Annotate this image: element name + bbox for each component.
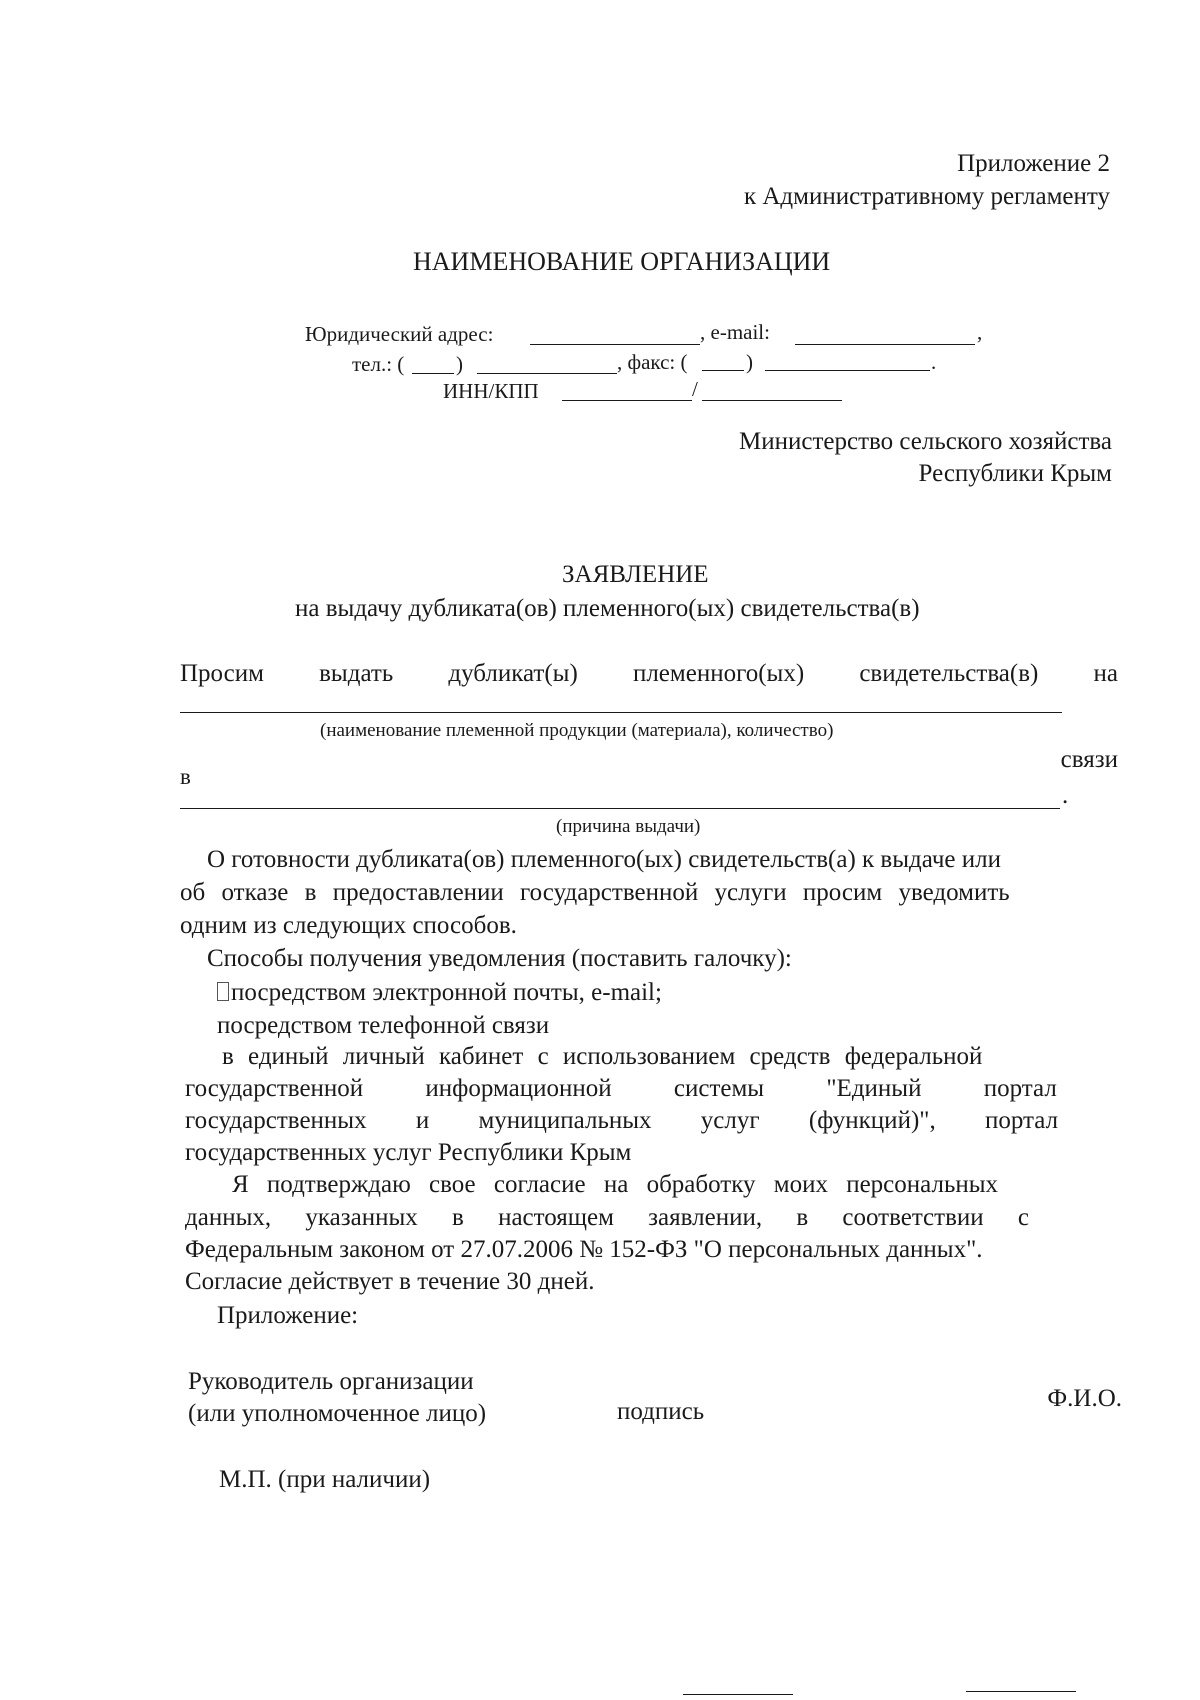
consent-line-1: Я подтверждаю свое согласие на обработку моих персональных: [232, 1171, 999, 1198]
inn-label: ИНН/КПП: [443, 379, 539, 403]
methods-title: Способы получения уведомления (поставить галочку):: [207, 945, 792, 972]
ready-line-3: одним из следующих способов.: [180, 912, 517, 939]
phone-code-field[interactable]: [412, 373, 454, 374]
method-email-label: посредством электронной почты, e-mail;: [231, 979, 662, 1006]
recipient-line-1: Министерство сельского хозяйства: [738, 428, 1112, 455]
recipient-line-2: Республики Крым: [918, 460, 1112, 487]
request-word: племенного(ых): [632, 660, 805, 687]
organization-title: НАИМЕНОВАНИЕ ОРГАНИЗАЦИИ: [413, 247, 831, 276]
request-word: Просим: [180, 660, 264, 687]
fio-label: Ф.И.О.: [1047, 1385, 1122, 1412]
fax-dot: .: [931, 350, 937, 374]
application-title: ЗАЯВЛЕНИЕ: [562, 561, 709, 588]
kpp-field[interactable]: [702, 400, 842, 401]
request-word: на: [1093, 660, 1118, 687]
checkbox-email[interactable]: [217, 982, 229, 1001]
cabinet-line-1[interactable]: в единый личный кабинет с использованием средств федеральной: [222, 1043, 983, 1070]
annex-line-2: к Административному регламенту: [743, 183, 1110, 210]
address-field[interactable]: [530, 344, 700, 345]
consent-line-2: данных, указанных в настоящем заявлении, в соответствии с: [185, 1204, 1029, 1231]
method-email[interactable]: [217, 979, 662, 1007]
stamp-label: М.П. (при наличии): [219, 1466, 431, 1493]
consent-line-4: Согласие действует в течение 30 дней.: [185, 1268, 595, 1295]
fax-label: , факс: (: [617, 350, 688, 374]
signature-label: подпись: [617, 1398, 705, 1425]
phone-label: тел.: (: [352, 352, 405, 376]
cabinet-line-4: государственных услуг Республики Крым: [185, 1139, 632, 1166]
address-label: Юридический адрес:: [305, 322, 494, 346]
request-word: дубликат(ы): [448, 660, 578, 687]
ready-line-2: об отказе в предоставлении государственной услуги просим уведомить: [180, 879, 1010, 906]
fax-field[interactable]: [765, 370, 930, 371]
product-field[interactable]: [180, 712, 1062, 713]
email-field[interactable]: [795, 344, 975, 345]
cabinet-line-3: государственных и муниципальных услуг (функций)", портал: [185, 1107, 1059, 1134]
cabinet-line-2: государственной информационной системы "Единый портал: [185, 1075, 1057, 1102]
consent-line-3: Федеральным законом от 27.07.2006 № 152-ФЗ "О персональных данных".: [185, 1236, 983, 1263]
application-subtitle: на выдачу дубликата(ов) племенного(ых) свидетельства(в): [295, 595, 920, 622]
product-caption: (наименование племенной продукции (материала), количество): [320, 720, 834, 741]
ready-line-1: О готовности дубликата(ов) племенного(ых) свидетельств(а) к выдаче или: [207, 846, 1001, 873]
email-label: , e-mail:: [700, 320, 770, 344]
reason-caption: (причина выдачи): [556, 816, 701, 837]
reason-dot: .: [1062, 782, 1069, 809]
head-line-2: (или уполномоченное лицо): [188, 1400, 487, 1427]
email-comma: ,: [977, 320, 983, 344]
method-phone[interactable]: посредством телефонной связи: [217, 1012, 550, 1039]
fax-code-field[interactable]: [702, 370, 744, 371]
inn-field[interactable]: [562, 400, 692, 401]
request-line: [180, 660, 1118, 688]
reason-prefix: в: [180, 764, 191, 789]
phone-field[interactable]: [477, 373, 617, 374]
footer-line-right: [966, 1691, 1076, 1692]
reason-suffix: связи: [1060, 746, 1118, 773]
request-word: выдать: [319, 660, 394, 687]
attachment-label: Приложение:: [217, 1302, 359, 1329]
inn-separator: /: [692, 377, 698, 401]
footer-line-left: [683, 1694, 793, 1695]
reason-field[interactable]: [180, 808, 1060, 809]
fax-close: ): [746, 350, 753, 374]
head-line-1: Руководитель организации: [188, 1368, 474, 1395]
annex-line-1: Приложение 2: [957, 150, 1110, 177]
request-word: свидетельства(в): [859, 660, 1039, 687]
phone-close: ): [456, 352, 463, 376]
